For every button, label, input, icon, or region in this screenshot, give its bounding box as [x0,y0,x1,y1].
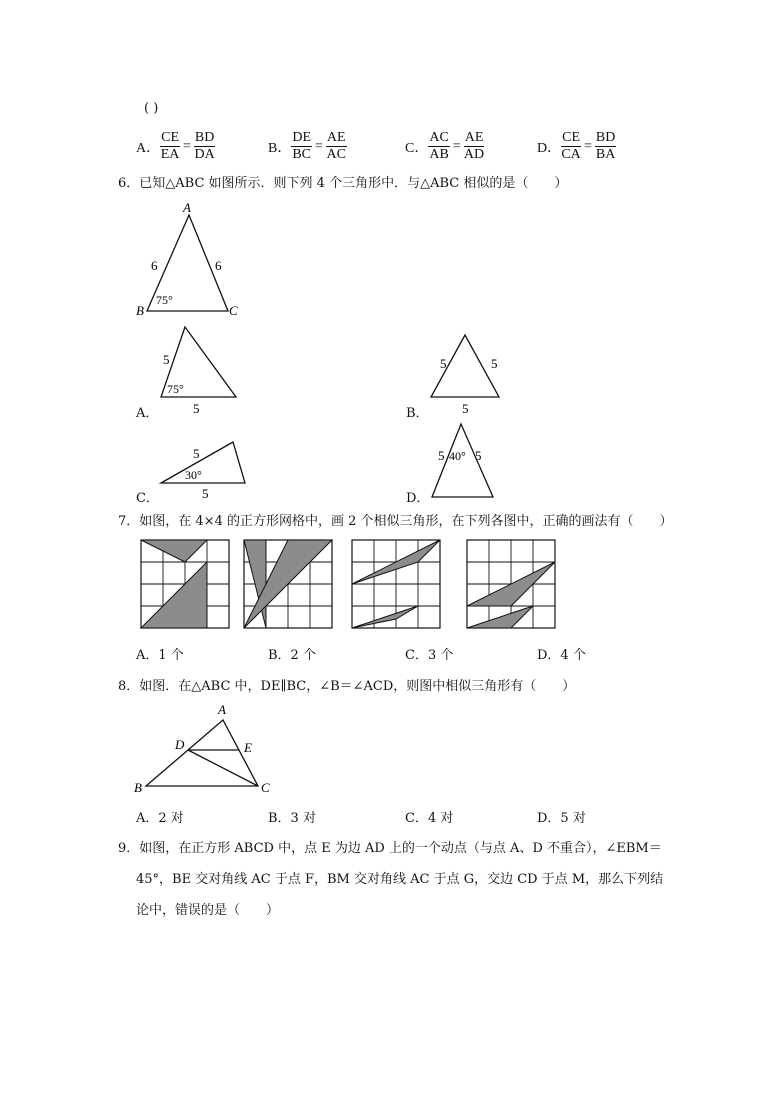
q7-option-c[interactable]: C．3 个 [405,648,454,663]
q5-option-d[interactable]: D． $\frac{CE}{CA}$ = $\frac{BD}{BA}$ [537,130,616,162]
frac-num: BD [194,130,215,145]
q8-option-a[interactable]: A．2 对 [136,811,184,826]
option-a-base: 5 [193,401,200,416]
option-b-left: 5 [440,356,447,371]
option-b-right: 5 [491,356,498,371]
side-ab-label: 6 [151,258,158,273]
frac-den: AD [463,147,485,162]
vertex-c: C [229,303,238,318]
q6-option-c-label[interactable]: C． [136,491,159,506]
q6-option-d-label[interactable]: D． [406,491,430,506]
option-d-right: 5 [475,448,482,463]
side-ac-label: 6 [215,258,222,273]
option-c-base: 5 [202,486,209,501]
option-b-base: 5 [462,401,469,416]
q9-line-3: 论中，错误的是（ ） [136,903,280,918]
q8-text: 8．如图．在△ABC 中，DE∥BC，∠B＝∠ACD，则图中相似三角形有（ ） [118,679,576,694]
option-label: D． [537,140,562,156]
q5-option-a[interactable]: A． $\frac{CE}{EA}$ = $\frac{BD}{DA}$ [136,130,215,162]
frac-num: AC [429,130,449,145]
q7-option-b[interactable]: B．2 个 [268,648,316,663]
option-c-angle: 30° [185,468,202,482]
frac-den: BA [595,147,616,162]
q8-option-d[interactable]: D．5 对 [537,811,586,826]
option-d-angle: 40° [449,449,466,463]
option-a-angle: 75° [167,382,184,396]
vertex-e: E [244,740,252,755]
frac-num: DE [292,130,312,145]
q6-option-b-label[interactable]: B． [406,406,429,421]
triangle-abc-q8 [134,702,270,795]
angle-b-label: 75° [156,293,173,307]
q8-option-c[interactable]: C．4 对 [405,811,454,826]
option-a-side: 5 [163,352,170,367]
option-c-side: 5 [193,446,200,461]
frac-den: AC [326,147,346,162]
vertex-b: B [134,780,142,795]
option-label: A． [136,140,161,156]
option-label: C． [405,140,429,156]
frac-den: CA [561,147,581,162]
vertex-a: A [218,702,226,717]
frac-num: BD [595,130,616,145]
frac-num: CE [161,130,180,145]
q5-option-c[interactable]: C． $\frac{AC}{AB}$ = $\frac{AE}{AD}$ [405,130,485,162]
q5-paren: ( ) [144,101,159,116]
q7-text: 7．如图，在 4×4 的正方形网格中，画 2 个相似三角形，在下列各图中，正确的画法有（ ） [118,514,673,529]
q9-line-1: 9．如图，在正方形 ABCD 中，点 E 为边 AD 上的一个动点（与点 A、D 不重合），∠EBM＝ [118,841,662,856]
vertex-b: B [136,303,144,318]
frac-num: AE [464,130,484,145]
vertex-a: A [183,200,191,215]
q7-option-a[interactable]: A．1 个 [136,648,184,663]
option-label: B． [268,140,292,156]
triangle-outline [146,720,258,786]
frac-num: CE [562,130,581,145]
frac-den: DA [194,147,215,162]
q5-option-b[interactable]: B． $\frac{DE}{BC}$ = $\frac{AE}{AC}$ [268,130,346,162]
frac-den: EA [160,147,180,162]
frac-num: AE [326,130,346,145]
vertex-d: D [175,737,185,752]
frac-den: BC [292,147,312,162]
q6-option-a-label[interactable]: A． [136,406,159,421]
option-d-left: 5 [438,448,445,463]
segment-dc [188,750,258,786]
q7-option-d[interactable]: D．4 个 [537,648,586,663]
q9-line-2: 45°，BE 交对角线 AC 于点 F，BM 交对角线 AC 于点 G，交边 CD 于点 M，那么下列结 [136,872,664,887]
frac-den: AB [429,147,449,162]
vertex-c: C [261,780,270,795]
q6-text: 6．已知△ABC 如图所示．则下列 4 个三角形中．与△ABC 相似的是（ ） [118,176,568,191]
q8-option-b[interactable]: B．3 对 [268,811,316,826]
